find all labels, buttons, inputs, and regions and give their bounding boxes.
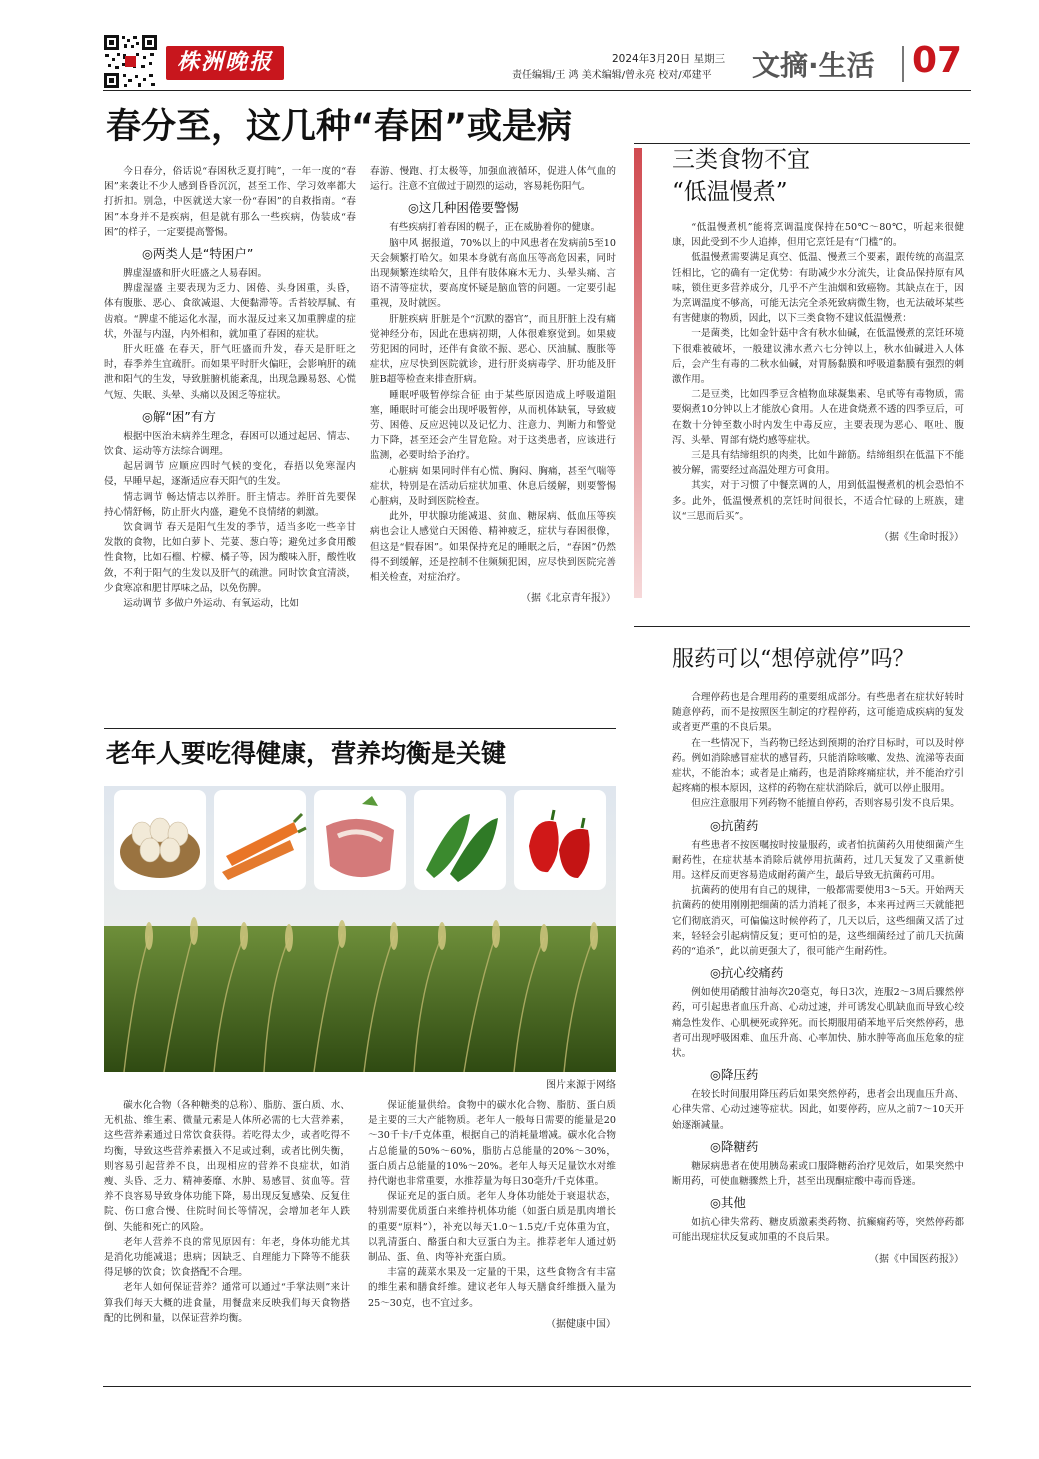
article1-credit: （据《北京青年报》） bbox=[521, 593, 616, 605]
right-column-divider bbox=[634, 626, 970, 627]
paragraph: “低温慢煮机”能将烹调温度保持在50℃～80℃，听起来很健康，因此受到不少人追捧，但用它烹饪是有“门槛”的。 bbox=[672, 222, 964, 249]
subheading: ◎解“困”有方 bbox=[142, 408, 216, 424]
article4-title: 服药可以“想停就停”吗？ bbox=[672, 647, 915, 672]
paragraph: 有些疾病打着春困的幌子，正在威胁着你的健康。 bbox=[389, 222, 601, 234]
article3-title bbox=[672, 144, 962, 208]
article2-title: 老年人要吃得健康，营养均衡是关键 bbox=[106, 739, 507, 768]
article4-body bbox=[672, 690, 964, 1267]
paragraph: 心脏病 如果同时伴有心慌、胸闷、胸痛，甚至气喘等症状，特别是在活动后症状加重、休息后缓解，则要警惕心脏病，及时到医院检查。 bbox=[370, 465, 616, 508]
paragraph: 三是具有结缔组织的肉类，比如牛蹄筋。结缔组织在低温下不能被分解，需要经过高温处理方可食用。 bbox=[672, 450, 964, 477]
subheading: ◎这几种困倦要警惕 bbox=[408, 200, 519, 216]
paragraph: 在较长时间服用降压药后如果突然停药，患者会出现血压升高、心律失常、心动过速等症状。因此，如要停药，应从之前7～10天开始逐渐减量。 bbox=[672, 1089, 964, 1131]
paragraph: 肝脏疾病 肝脏是个“沉默的器官”，而且肝脏上没有痛觉神经分布，因此在患病初期，人体很难察觉到。如果疲劳犯困的同时，还伴有食欲不振、恶心、厌油腻、腹胀等症状，应尽快到医院就诊，进行肝炎病毒学、肝功能及肝脏B超等检查来排查肝病。 bbox=[370, 313, 616, 386]
paragraph: 春游、慢跑、打太极等，加强血液循环，促进人体气血的运行。注意不宜做过于剧烈的运动，容易耗伤阳气。 bbox=[370, 166, 616, 193]
article1-col1 bbox=[104, 164, 356, 611]
paragraph: 糖尿病患者在使用胰岛素或口服降糖药治疗见效后，如果突然中断用药，可使血糖骤然上升，甚至出现酮症酸中毒而昏迷。 bbox=[672, 1160, 964, 1188]
editors-line: 责任编辑/王 鸿 美术编辑/曾永亮 校对/邓建平 bbox=[512, 70, 712, 81]
paragraph: 在一些情况下，当药物已经达到预期的治疗目标时，可以及时停药。例如消除感冒症状的感冒药，只能消除咳嗽、发热、流涕等表面症状，不能治本；或者是止痛药，也是消除疼痛症状，并不能治疗引起疼痛的根本原因，这样的药物在症状消除后，就可以停止服用。 bbox=[672, 737, 964, 795]
subheading: ◎降糖药 bbox=[710, 1138, 759, 1154]
header-separator bbox=[902, 46, 904, 82]
page-number: 07 bbox=[912, 40, 963, 81]
paragraph: 脾虚湿盛 主要表现为乏力、困倦、头身困重，头昏，体有腹胀、恶心、食欲减退、大便黏滞等。舌苔较厚腻、有齿痕。“脾虚不能运化水湿，而水湿反过来又加重脾虚的症状，外湿与内湿，内外相和，就加重了春困的症状。 bbox=[104, 283, 356, 340]
article3-body bbox=[672, 220, 964, 545]
paragraph: 如抗心律失常药、糖皮质激素类药物、抗癫痫药等，突然停药都可能出现症状反复或加重的不良后果。 bbox=[672, 1217, 964, 1244]
section-title: 文摘·生活 bbox=[752, 49, 875, 82]
qr-code bbox=[103, 34, 158, 89]
paragraph: 保证充足的蛋白质。老年人身体功能处于衰退状态，特别需要优质蛋白来维持机体功能（如蛋白质是肌肉增长的重要“原料”），补充以每天1.0～1.5克/千克体重为宜，以乳清蛋白、酪蛋白和大豆蛋白为主。推荐老年人通过奶制品、蛋、鱼、肉等补充蛋白质。 bbox=[368, 1191, 616, 1264]
article2-col1 bbox=[104, 1098, 350, 1326]
subheading: ◎抗心绞痛药 bbox=[710, 965, 784, 981]
paragraph: 保证能量供给。食物中的碳水化合物、脂肪、蛋白质是主要的三大产能物质。老年人一般每日需要的能量是20～30千卡/千克体重，根据自己的消耗量增减。碳水化合物占总能量的50%～60%，脂肪占总能量的20%～30%，蛋白质占总能量的10%～20%。老年人每天足量饮水对维持代谢也非常重要，水推荐量为每日30毫升/千克体重。 bbox=[368, 1100, 616, 1188]
subheading: ◎降压药 bbox=[710, 1067, 759, 1083]
paragraph: 老年人如何保证营养？通常可以通过“手掌法则”来计算我们每天大概的进食量，用餐盘来反映我们每天食物搭配的比例和量，以保证营养均衡。 bbox=[104, 1282, 350, 1324]
paragraph: 二是豆类，比如四季豆含植物血球凝集素、皂甙等有毒物质，需要焖煮10分钟以上才能放心食用。人在进食烧煮不透的四季豆后，可在数十分钟至数小时内发生中毒反应，主要表现为恶心、呕吐、腹泻、头晕、胃部有烧灼感等症状。 bbox=[672, 389, 964, 446]
paragraph: 根据中医治未病养生理念，春困可以通过起居、情志、饮食、运动等方法综合调理。 bbox=[104, 430, 356, 458]
subheading: ◎两类人是“特困户” bbox=[142, 246, 254, 262]
paragraph: 运动调节 多做户外运动、有氧运动，比如 bbox=[123, 598, 299, 610]
header-rule bbox=[103, 90, 971, 91]
paragraph: 老年人营养不良的常见原因有：年老，身体功能尤其是消化功能减退；患病；因缺乏、自理能力下降等不能获得足够的饮食；饮食搭配不合理。 bbox=[104, 1236, 350, 1279]
paragraph: 碳水化合物（各种糖类的总称）、脂肪、蛋白质、水、无机盐、维生素、微量元素是人体所必需的七大营养素，这些营养素通过日常饮食获得。若吃得太少，或者吃得不均衡，导致这些营养素摄入不足或过剩，或者比例失衡，则容易引起营养不良，出现相应的营养不良症状，如消瘦、头昏、乏力、精神萎靡、水肿、易感冒、贫血等。营养不良容易导致身体功能下降，易出现反复感染、反复住院、伤口愈合慢、住院时间长等情况，会增加老年人跌倒、失能和死亡的风险。 bbox=[104, 1100, 350, 1233]
paragraph: 肝火旺盛 在春天，肝气旺盛而升发，春天是肝旺之时，春季养生宜疏肝。而如果平时肝火偏旺，会影响肝的疏泄和阳气的生发，导致脏腑机能紊乱，出现急躁易怒、心慌气短、失眠、头晕、头痛以及困乏等症状。 bbox=[104, 344, 356, 401]
paragraph: 起居调节 应顺应四时气候的变化，春捂以免寒湿内侵，早睡早起，逐渐适应春天阳气的生发。 bbox=[104, 461, 356, 488]
photo-credit: 图片来源于网络 bbox=[546, 1080, 616, 1091]
paragraph: 一是菌类，比如金针菇中含有秋水仙碱，在低温慢煮的烹饪环境下很难被破坏，一般建议沸水煮六七分钟以上，秋水仙碱进入人体后，会产生有毒的二秋水仙碱，对胃肠黏膜和呼吸道黏膜有强烈的刺激作用。 bbox=[672, 328, 964, 386]
subheading: ◎抗菌药 bbox=[710, 817, 759, 833]
paragraph: 睡眠呼吸暂停综合征 由于某些原因造成上呼吸道阻塞，睡眠时可能会出现呼吸暂停，从而机体缺氧，导致疲劳、困倦、反应迟钝以及记忆力、注意力、判断力和警觉力下降，甚至还会产生冒危险。对于这类患者，应该进行监测，必要时给予治疗。 bbox=[370, 389, 616, 462]
paragraph: 丰富的蔬菜水果及一定量的干果，这些食物含有丰富的维生素和膳食纤维。建议老年人每天膳食纤维摄入量为25～30克，也不宜过多。 bbox=[368, 1267, 616, 1309]
page-bottom-rule bbox=[103, 1386, 971, 1387]
article1-col2 bbox=[370, 164, 616, 606]
paragraph: 但应注意服用下列药物不能擅自停药，否则容易引发不良后果。 bbox=[691, 798, 960, 810]
article3-credit: （据《生命时报》） bbox=[879, 532, 964, 544]
food-and-wheat-photo bbox=[104, 786, 616, 1072]
paragraph: 今日春分，俗话说“春困秋乏夏打盹”，一年一度的“春困”来袭让不少人感到昏昏沉沉，甚至工作、学习效率都大打折扣。别急，中医就送大家一份“春困”的自救指南。“春困”本身并不是疾病，但是就有那么一些疾病，伪装成“春困”的样子，一定要提高警惕。 bbox=[104, 166, 356, 238]
paragraph: 此外，甲状腺功能减退、贫血、糖尿病、低血压等疾病也会让人感觉白天困倦、精神疲乏，症状与春困很像，但这是“假春困”。如果保持充足的睡眠之后，“春困”仍然得不到缓解，还是控制不住频频犯困，应尽快到医院完善相关检查，对症治疗。 bbox=[370, 511, 616, 584]
article2-col2 bbox=[368, 1098, 616, 1332]
paragraph: 其实，对于习惯了中餐烹调的人，用到低温慢煮机的机会恐怕不多。此外，低温慢煮机的烹饪时间很长，不适合忙碌的上班族，建议“三思而后买”。 bbox=[672, 480, 964, 522]
issue-date: 2024年3月20日 星期三 bbox=[612, 53, 726, 65]
paragraph: 抗菌药的使用有自己的规律，一般都需要使用3～5天。开始两天抗菌药的使用刚刚把细菌的活力消耗了很多，本来再过两三天就能把它们彻底消灭，可偏偏这时候停药了，几天以后，这些细菌又活了过来，轻轻会引起病情反复；更可怕的是，这些细菌经过了前几天抗菌药的“追杀”，此以前更强大了，很可能产生耐药性。 bbox=[672, 885, 964, 958]
article4-credit: （据《中国医药报》） bbox=[869, 1253, 964, 1265]
paragraph: 脑中风 据报道，70%以上的中风患者在发病前5至10天会频繁打哈欠。如果本身就有高血压等高危因素，同时出现频繁连续哈欠，且伴有肢体麻木无力、头晕头痛、言语不清等症状，要高度怀疑是脑血管的问题。一定要引起重视，及时就医。 bbox=[370, 237, 616, 310]
article3-title-line2: “低温慢煮” bbox=[672, 179, 788, 205]
newspaper-logo bbox=[166, 46, 284, 80]
article3-title-line1: 三类食物不宜 bbox=[672, 147, 810, 173]
paragraph: 脾虚湿盛和肝火旺盛之人易春困。 bbox=[123, 268, 268, 280]
paragraph: 有些患者不按医嘱按时按量服药，或者怕抗菌药久用使细菌产生耐药性，在症状基本消除后就停用抗菌药，过几天复发了又重新使用。这样反而更容易造成耐药菌产生，最后导致无抗菌药可用。 bbox=[672, 839, 964, 882]
paragraph: 情志调节 畅达情志以养肝。肝主情志。养肝首先要保持心情舒畅，防止肝火内盛，避免不良情绪的刺激。 bbox=[104, 491, 356, 518]
article2-credit: （据健康中国） bbox=[546, 1318, 616, 1330]
article1-title: 春分至，这几种“春困”或是病 bbox=[106, 107, 573, 147]
paragraph: 低温慢煮需要满足真空、低温、慢煮三个要素，跟传统的高温烹饪相比，它的确有一定优势：有助减少水分流失，让食品保持原有风味，锁住更多营养成分，几乎不产生油烟和致癌物。其缺点在于，因为烹调温度不够高，可能无法完全杀死致病微生物，也无法破坏某些有害健康的物质，因此，以下三类食物不建议低温慢煮： bbox=[672, 252, 964, 325]
paragraph: 饮食调节 春天是阳气生发的季节，适当多吃一些辛甘发散的食物，比如白萝卜、芫荽、葱白等；避免过多食用酸性食物，比如石榴、柠檬、橘子等，因为酸味入肝，酸性收敛，不利于阳气的生发以及肝气的疏泄。同时饮食宜清淡，少食寒凉和肥甘厚味之品，以免伤脾。 bbox=[104, 522, 356, 594]
paragraph: 例如使用硝酸甘油每次20毫克，每日3次，连服2～3周后骤然停药，可引起患者血压升高、心动过速，并可诱发心肌缺血而导致心绞痛急性发作、心肌梗死或猝死。而长期服用硝苯地平后突然停药，患者可出现呼吸困难、血压升高、心率加快、肺水肿等高血压危象的症状。 bbox=[672, 987, 964, 1060]
accent-bar bbox=[634, 148, 642, 598]
newspaper-name: 株洲晚报 bbox=[176, 50, 273, 75]
section-divider bbox=[104, 728, 616, 729]
subheading: ◎其他 bbox=[710, 1195, 746, 1211]
paragraph: 合理停药也是合理用药的重要组成部分。有些患者在症状好转时随意停药，而不是按照医生制定的疗程停药，这可能造成疾病的复发或者更严重的不良后果。 bbox=[672, 692, 964, 734]
